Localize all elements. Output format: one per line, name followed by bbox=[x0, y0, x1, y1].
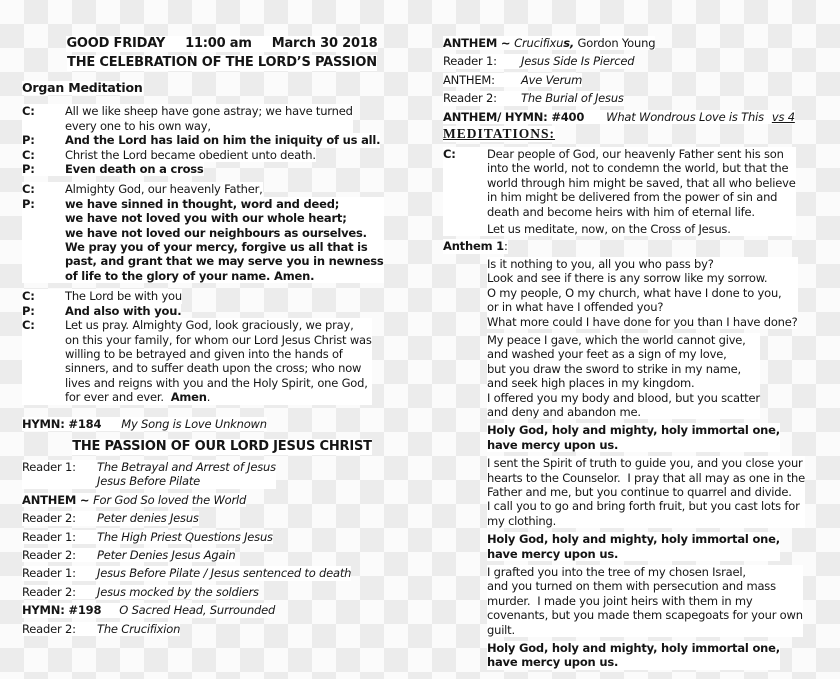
dialog-line: death and become heirs with him of eternal life. bbox=[487, 204, 755, 219]
hymn-184-row bbox=[22, 417, 267, 431]
dialog-line: lives and reigns with you and the Holy Spirit, one God, bbox=[65, 375, 368, 390]
hymn-number: ANTHEM/ HYMN: #400 bbox=[443, 109, 585, 124]
stanza-line: Look and see if there is any sorrow like my sorrow. bbox=[487, 271, 768, 286]
program-row bbox=[443, 91, 624, 105]
verse-note: vs 4 bbox=[771, 109, 795, 124]
dialog-row bbox=[22, 162, 204, 176]
refrain-line: have mercy upon us. bbox=[487, 437, 619, 452]
speaker-label: P: bbox=[22, 162, 35, 177]
dialog-text bbox=[487, 147, 796, 236]
dialog-line: Christ the Lord became obedient unto death. bbox=[65, 147, 316, 162]
speaker-label: C: bbox=[22, 289, 35, 304]
dialog-text bbox=[65, 148, 316, 162]
reading-title: Peter denies Jesus bbox=[97, 511, 199, 526]
program-row bbox=[443, 54, 634, 68]
dialog-row bbox=[22, 304, 181, 318]
dialog-line: sinners, and to suffer death upon the cross; who now bbox=[65, 361, 362, 376]
refrain bbox=[487, 423, 780, 452]
stanza-line: or in what have I offended you? bbox=[487, 300, 664, 315]
reader-label: Reader 1: bbox=[22, 566, 76, 581]
dialog-row bbox=[443, 147, 796, 236]
stanza-line: I sent the Spirit of truth to guide you, and you close your bbox=[487, 456, 803, 471]
dialog-row bbox=[22, 197, 384, 283]
dialog-row bbox=[22, 289, 182, 303]
reading-title: The High Priest Questions Jesus bbox=[97, 529, 273, 544]
dialog-text bbox=[65, 197, 384, 283]
anthem-label: ANTHEM: bbox=[443, 72, 495, 87]
anthem-stanza bbox=[487, 333, 760, 419]
reading-title: The Burial of Jesus bbox=[521, 91, 624, 106]
program-row bbox=[22, 511, 199, 525]
service-date: March 30 2018 bbox=[271, 36, 378, 51]
dialog-text bbox=[65, 289, 182, 303]
dialog-line: Dear people of God, our heavenly Father sent his son bbox=[487, 147, 784, 162]
stanza-line: and seek high places in my kingdom. bbox=[487, 376, 695, 391]
reader-label: Reader 2: bbox=[22, 584, 76, 599]
anthem-stanza bbox=[487, 565, 803, 637]
program-row bbox=[22, 585, 259, 599]
anthem-1-heading bbox=[443, 239, 508, 253]
anthem-stanza bbox=[487, 456, 805, 528]
refrain-line: have mercy upon us. bbox=[487, 546, 619, 561]
dialog-line: we have not loved our neighbours as ourselves. bbox=[65, 225, 367, 240]
program-row bbox=[22, 493, 246, 507]
program-row bbox=[22, 622, 180, 636]
dialog-line: past, and grant that we may serve you in newness bbox=[65, 254, 384, 269]
organ-meditation-heading: Organ Meditation bbox=[22, 80, 143, 95]
refrain bbox=[487, 532, 780, 561]
dialog-text bbox=[65, 162, 204, 176]
reading-title: Jesus Before Pilate / Jesus sentenced to death bbox=[97, 566, 352, 581]
program-row bbox=[22, 548, 235, 562]
speaker-label: C: bbox=[22, 104, 35, 119]
stanza-line: What more could I have done for you than I have done? bbox=[487, 314, 798, 329]
stanza-line: and you turned on them with persecution and mass bbox=[487, 579, 776, 594]
dialog-closing-line bbox=[65, 390, 372, 404]
refrain-line: Holy God, holy and mighty, holy immortal one, bbox=[487, 641, 780, 656]
dialog-line: Even death on a cross bbox=[65, 162, 204, 177]
stanza-line: Father and me, but you continue to quarrel and divide. bbox=[487, 484, 792, 499]
hymn-number: HYMN: #184 bbox=[22, 416, 102, 431]
reader-label: Reader 1: bbox=[22, 459, 76, 474]
reader-label: Reader 2: bbox=[22, 621, 76, 636]
reader-label: Reader 1: bbox=[22, 529, 76, 544]
service-name: GOOD FRIDAY bbox=[66, 36, 166, 51]
stanza-line: My peace I gave, which the world cannot give, bbox=[487, 332, 746, 347]
dialog-line: we have sinned in thought, word and deed; bbox=[65, 196, 340, 211]
dialog-text bbox=[65, 318, 372, 404]
stanza-line: covenants, but you made them scapegoats for your own bbox=[487, 608, 803, 623]
reading-title: The Betrayal and Arrest of Jesus bbox=[97, 459, 276, 474]
refrain-line: Holy God, holy and mighty, holy immortal one, bbox=[487, 423, 780, 438]
dialog-line: Almighty God, our heavenly Father, bbox=[65, 182, 263, 197]
dialog-row bbox=[22, 148, 316, 162]
tilde-separator: ~ bbox=[76, 492, 94, 507]
anthem-title: Crucifixu bbox=[514, 36, 564, 50]
hymn-title: What Wondrous Love is This bbox=[606, 109, 764, 124]
program-row bbox=[22, 530, 273, 544]
reading-title: Jesus Before Pilate bbox=[97, 474, 201, 489]
anthem-label: ANTHEM bbox=[22, 492, 77, 507]
dialog-text bbox=[65, 104, 353, 133]
program-row bbox=[443, 36, 655, 50]
reader-label: Reader 2: bbox=[22, 547, 76, 562]
service-time: 11:00 am bbox=[185, 36, 252, 51]
dialog-line: willing to be betrayed and given into the hands of bbox=[65, 346, 343, 361]
dialog-line: into the world, not to condemn the world, but that the bbox=[487, 161, 789, 176]
closing-text: for ever and ever. bbox=[65, 390, 171, 405]
left-column bbox=[22, 36, 422, 636]
dialog-line: we have not loved you with our whole heart; bbox=[65, 211, 347, 226]
refrain-line: have mercy upon us. bbox=[487, 655, 619, 670]
anthem-label: ANTHEM bbox=[443, 36, 498, 50]
speaker-label: C: bbox=[22, 318, 35, 333]
dialog-line: on this your family, for whom our Lord Jesus Christ was bbox=[65, 332, 372, 347]
service-subtitle: THE CELEBRATION OF THE LORD’S PASSION bbox=[67, 55, 377, 70]
stanza-line: O my people, O my church, what have I done to you, bbox=[487, 285, 782, 300]
stanza-line: I offered you my body and blood, but you scatter bbox=[487, 390, 760, 405]
dialog-line: in him might be delivered from the power of sin and bbox=[487, 190, 778, 205]
right-column bbox=[443, 36, 837, 670]
dialog-text bbox=[65, 182, 263, 196]
stanza-line: and deny and abandon me. bbox=[487, 404, 641, 419]
dialog-text bbox=[65, 133, 380, 147]
stanza-line: my clothing. bbox=[487, 513, 557, 528]
stanza-line: murder. I made you joint heirs with them in my bbox=[487, 593, 753, 608]
hymn-title: My Song is Love Unknown bbox=[121, 416, 267, 431]
stanza-line: I call you to go and bring forth fruit, but you cast lots for bbox=[487, 499, 800, 514]
reading-title: Jesus Side Is Pierced bbox=[521, 54, 635, 69]
program-row bbox=[443, 110, 795, 124]
speaker-label: C: bbox=[22, 147, 35, 162]
reader-label: Reader 1: bbox=[443, 54, 497, 69]
program-row bbox=[22, 603, 275, 617]
dialog-line: Let us meditate, now, on the Cross of Jesus. bbox=[487, 222, 731, 237]
reading-title: The Crucifixion bbox=[97, 621, 181, 636]
dialog-line: And also with you. bbox=[65, 303, 182, 318]
dialog-line: We pray you of your mercy, forgive us all that is bbox=[65, 240, 368, 255]
reading-title: Jesus mocked by the soldiers bbox=[97, 584, 259, 599]
stanza-line: and washed your feet as a sign of my love, bbox=[487, 347, 727, 362]
tilde-separator: ~ bbox=[497, 36, 515, 50]
anthem-title-end: s, bbox=[563, 36, 575, 50]
speaker-label: C: bbox=[22, 182, 35, 197]
reading-title: Peter Denies Jesus Again bbox=[97, 547, 236, 562]
dialog-row bbox=[22, 133, 380, 147]
anthem-1-name: Anthem 1 bbox=[443, 239, 504, 254]
speaker-label: P: bbox=[22, 133, 35, 148]
hymn-title: O Sacred Head, Surrounded bbox=[119, 603, 276, 618]
anthem-title: For God So loved the World bbox=[93, 492, 247, 507]
refrain bbox=[487, 641, 780, 670]
anthem-1-colon: : bbox=[503, 239, 508, 254]
dialog-line: And the Lord has laid on him the iniquity of us all. bbox=[65, 133, 381, 148]
speaker-label: P: bbox=[22, 303, 35, 318]
program-row bbox=[22, 566, 351, 580]
speaker-label: P: bbox=[22, 196, 35, 211]
reader-label: Reader 2: bbox=[22, 511, 76, 526]
speaker-label: C: bbox=[443, 147, 456, 162]
dialog-line: Let us pray. Almighty God, look graciously, we pray, bbox=[65, 318, 354, 333]
stanza-line: I grafted you into the tree of my chosen Israel, bbox=[487, 565, 746, 579]
dialog-row bbox=[22, 182, 263, 196]
stanza-line: but you draw the sword to strike in my name, bbox=[487, 361, 741, 376]
meditations-heading: MEDITATIONS: bbox=[443, 126, 556, 142]
anthem-title: Ave Verum bbox=[521, 72, 583, 87]
reading-titles bbox=[97, 460, 276, 489]
reader-label: Reader 2: bbox=[443, 91, 497, 106]
hymn-number: HYMN: #198 bbox=[22, 603, 102, 618]
stanza-line: hearts to the Counselor. I pray that all may as one in the bbox=[487, 470, 805, 485]
closing-period: . bbox=[206, 390, 211, 405]
dialog-row bbox=[22, 104, 353, 133]
dialog-line: every one to his own way, bbox=[65, 118, 211, 133]
closing-amen: Amen bbox=[170, 390, 207, 405]
dialog-line: of life to the glory of your name. Amen. bbox=[65, 268, 315, 283]
dialog-row bbox=[22, 318, 372, 404]
passion-heading: THE PASSION OF OUR LORD JESUS CHRIST bbox=[72, 438, 372, 454]
program-row bbox=[443, 73, 582, 87]
dialog-line: world through him might be saved, that all who believe bbox=[487, 175, 796, 190]
dialog-line: All we like sheep have gone astray; we have turned bbox=[65, 104, 353, 119]
service-header-line bbox=[66, 36, 377, 52]
composer-name: Gordon Young bbox=[574, 36, 656, 50]
stanza-line: guilt. bbox=[487, 622, 515, 637]
dialog-text bbox=[65, 304, 181, 318]
anthem-stanza bbox=[487, 257, 798, 329]
refrain-line: Holy God, holy and mighty, holy immortal one, bbox=[487, 532, 780, 547]
dialog-line: The Lord be with you bbox=[65, 289, 182, 304]
program-row bbox=[22, 460, 276, 489]
stanza-line: Is it nothing to you, all you who pass by? bbox=[487, 256, 714, 271]
